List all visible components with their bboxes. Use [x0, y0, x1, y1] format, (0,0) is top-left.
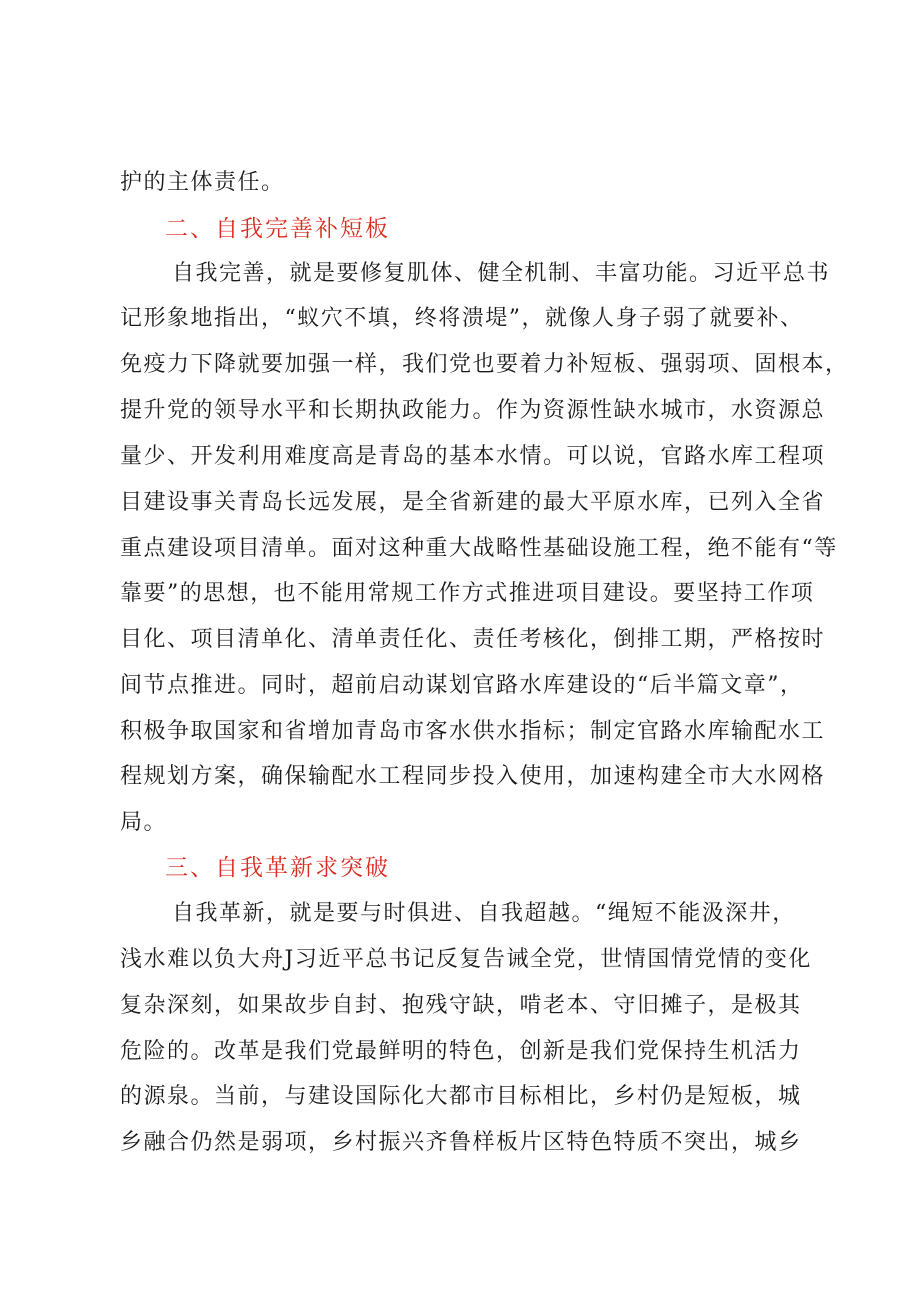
paragraph-line: 局。 [120, 810, 168, 835]
paragraph-line: 靠要”的思想，也不能用常规工作方式推进项目建设。要坚持工作项 [120, 581, 815, 606]
paragraph-line: 的源泉。当前，与建设国际化大都市目标相比，乡村仍是短板，城 [120, 1084, 802, 1109]
paragraph-line: 自我完善，就是要修复肌体、健全机制、丰富功能。习近平总书 [172, 261, 831, 286]
section-heading-3: 三、自我革新求突破 [165, 855, 390, 881]
paragraph-line: 程规划方案，确保输配水工程同步投入使用，加速构建全市大水网格 [120, 764, 826, 789]
paragraph-line: 复杂深刻，如果故步自封、抱残守缺，啃老本、守旧摊子，是极其 [120, 993, 802, 1018]
paragraph-line: 提升党的领导水平和长期执政能力。作为资源性缺水城市，水资源总 [120, 398, 826, 423]
paragraph-line: 量少、开发利用难度高是青岛的基本水情。可以说，官路水库工程项 [120, 444, 826, 469]
paragraph-line: 浅水难以负大舟J习近平总书记反复告诫全党，世情国情党情的变化 [120, 947, 812, 972]
paragraph-line: 重点建设项目清单。面对这种重大战略性基础设施工程，绝不能有“等 [120, 536, 838, 561]
paragraph-line: 危险的。改革是我们党最鲜明的特色，创新是我们党保持生机活力 [120, 1039, 802, 1064]
continuation-line: 护的主体责任。 [120, 170, 285, 195]
section-heading-2: 二、自我完善补短板 [165, 216, 390, 242]
paragraph-line: 自我革新，就是要与时俱进、自我超越。“绳短不能汲深井， [172, 901, 796, 926]
paragraph-line: 间节点推进。同时，超前启动谋划官路水库建设的“后半篇文章”， [120, 673, 804, 698]
paragraph-line: 乡融合仍然是弱项，乡村振兴齐鲁样板片区特色特质不突出，城乡 [120, 1130, 802, 1155]
paragraph-line: 免疫力下降就要加强一样，我们党也要着力补短板、强弱项、固根本， [120, 352, 849, 377]
paragraph-line: 目建设事关青岛长远发展，是全省新建的最大平原水库，已列入全省 [120, 490, 826, 515]
paragraph-line: 目化、项目清单化、清单责任化、责任考核化，倒排工期，严格按时 [120, 627, 826, 652]
paragraph-line: 记形象地指出，“蚁穴不填，终将溃堤”，就像人身子弱了就要补、 [120, 306, 804, 331]
paragraph-line: 积极争取国家和省增加青岛市客水供水指标；制定官路水库输配水工 [120, 719, 826, 744]
